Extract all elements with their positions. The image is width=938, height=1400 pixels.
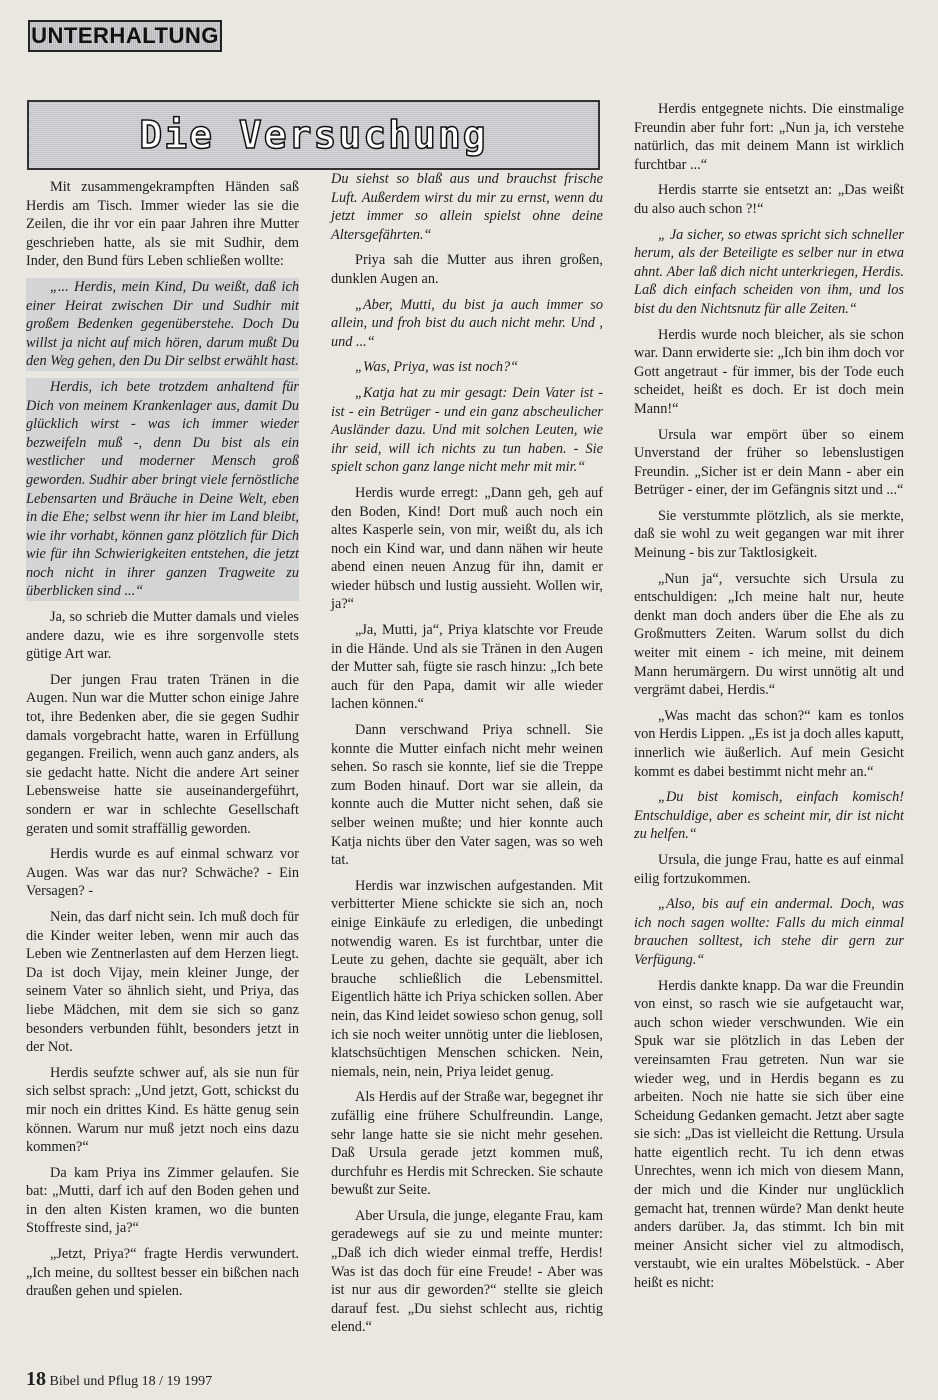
magazine-name: Bibel und Pflug — [49, 1374, 139, 1389]
paragraph: „Also, bis auf ein andermal. Doch, was ich noch sagen wollte: Falls du mich einmal brauchen solltest, ich stehe dir gern zur Verfügung.“ — [634, 896, 904, 968]
column-1 — [26, 178, 299, 1308]
paragraph: „Ja, Mutti, ja“, Priya klatschte vor Freude in die Hände. Und als sie Tränen in den Augen der Mutter sah, fügte sie rasch hinzu: „Ich bete auch für den Papa, damit wir alle wieder lachen können.“ — [331, 622, 603, 713]
paragraph: Du siehst so blaß aus und brauchst frische Luft. Außerdem wirst du mir zu ernst, wenn du jetzt immer so allein spielst ohne deine Altersgefährten.“ — [331, 171, 603, 243]
article-title: Die Versuchung — [139, 113, 488, 157]
letter-paragraph: „... Herdis, mein Kind, Du weißt, daß ich einer Heirat zwischen Dir und Sudhir mit großem Bedenken gegenüberstehe. Doch Du willst ja nicht auf mich hören, darum mußt Du den Weg gehen, den Du Dir selbst erwählt hast. — [26, 278, 299, 370]
issue-number: 18 / 19 — [141, 1374, 181, 1389]
paragraph: Aber Ursula, die junge, elegante Frau, kam geradewegs auf sie zu und meinte munter: „Daß ich dich wieder einmal treffe, Herdis! Was ist das doch für eine Freude! - Aber was ist nur aus dir geworden?“ stellte sie gleich darauf fest. „Du siehst schlecht aus, richtig elend.“ — [331, 1207, 603, 1336]
paragraph: „Du bist komisch, einfach komisch! Entschuldige, aber es scheint mir, dir ist nicht zu helfen.“ — [634, 789, 904, 843]
paragraph: Herdis entgegnete nichts. Die einstmalige Freundin aber fuhr fort: „Nun ja, ich verstehe natürlich, das mit deinem Mann ist wirklich furchtbar ...“ — [634, 101, 904, 173]
paragraph: Mit zusammengekrampften Händen saß Herdis am Tisch. Immer wieder las sie die Zeilen, die ihr vor ein paar Jahren ihre Mutter geschrieben hatte, als sie mit Sudhir, dem Inder, den Bund fürs Leben schließen wollte: — [26, 179, 299, 270]
paragraph: „Was, Priya, was ist noch?“ — [355, 359, 519, 376]
paragraph: Dann verschwand Priya schnell. Sie konnte die Mutter einfach nicht mehr weinen sehen. So rasch sie konnte, lief sie die Treppe zum Boden hinauf. Dort war sie allein, da konnte auch die Mutter nicht sehen, daß sie selber weinen mußte; und hier konnte auch Katja nichts über den Vater sagen, was so weh tat. — [331, 722, 603, 869]
column-2 — [331, 170, 603, 1344]
section-label: UNTERHALTUNG — [28, 20, 222, 52]
paragraph: „ Ja sicher, so etwas spricht sich schneller herum, als der Beteiligte es selber nur in etwa ahnt. Aber laß dich nicht unterkriegen, Herdis. Laß dich einfach scheiden von ihm, und los bist du den Nichtsnutz für alle Zeiten.“ — [634, 226, 904, 317]
paragraph: Nein, das darf nicht sein. Ich muß doch für die Kinder weiter leben, wenn mir auch das Leben wie Zentnerlasten auf dem Herzen liegt. Da ist doch Vijay, mein kleiner Junge, der seinem Vater so ähnlich sieht, und Priya, das liebe Mädchen, mit dem sie sich so ganz besonders verbunden fühlt, besonders jetzt in der Not. — [26, 908, 299, 1056]
paragraph: Ja, so schrieb die Mutter damals und vieles andere dazu, wie es ihre sorgenvolle stets gütige Art war. — [26, 609, 299, 663]
paragraph: Herdis wurde es auf einmal schwarz vor Augen. Was war das nur? Schwäche? - Ein Versagen? - — [26, 846, 299, 900]
paragraph: Ursula war empört über so einem Unverstand der früher so lebenslustigen Freundin. „Sicher ist er dein Mann - aber ein Betrüger - einer, der im Gefängnis sitzt und ...“ — [634, 426, 904, 499]
paragraph: Da kam Priya ins Zimmer gelaufen. Sie bat: „Mutti, darf ich auf den Boden gehen und in den alten Kisten kramen, wo die bunten Stoffreste sind, ja?“ — [26, 1164, 299, 1237]
paragraph: „Katja hat zu mir gesagt: Dein Vater ist - ist - ein Betrüger - und ein ganz abscheulicher Ausländer dazu. Und mit solchen Leuten, wie ihr seid, will ich nichts zu tun haben. - Sie spielt schon ganz lange nicht mehr mit mir.“ — [331, 384, 603, 476]
column-3 — [634, 100, 904, 1300]
paragraph: Ursula, die junge Frau, hatte es auf einmal eilig fortzukommen. — [634, 851, 904, 887]
page-number: 18 — [26, 1368, 46, 1390]
paragraph: Herdis wurde noch bleicher, als sie schon war. Dann erwiderte sie: „Ich bin ihm doch vor Gott angetraut - für immer, bis der Tode euch scheidet, heißt es doch. Er ist doch mein Mann!“ — [634, 326, 904, 417]
paragraph: Herdis wurde erregt: „Dann geh, geh auf den Boden, Kind! Dort muß auch noch ein altes Kasperle sein, von mir, weißt du, als ich noch ein Kind war, und dann nähen wir heute abend einen neuen Anzug für ihn, damit er wieder hübsch und lustig aussieht. Wollen wir, ja?“ — [331, 484, 603, 613]
article-title-box — [27, 100, 600, 170]
paragraph: Priya sah die Mutter aus ihren großen, dunklen Augen an. — [331, 252, 603, 287]
paragraph: Herdis starrte sie entsetzt an: „Das weißt du also auch schon ?!“ — [634, 182, 904, 217]
paragraph: „Aber, Mutti, du bist ja auch immer so allein, und froh bist du auch nicht mehr. Und , und ...“ — [331, 296, 603, 350]
paragraph: „Was macht das schon?“ kam es tonlos von Herdis Lippen. „Es ist ja doch alles kaputt, innerlich wie äußerlich. Auf mein Gesicht kommt es dabei bestimmt nicht mehr an.“ — [634, 707, 904, 780]
paragraph: Der jungen Frau traten Tränen in die Augen. Nun war die Mutter schon einige Jahre tot, ihre Bedenken aber, die sie gegen Sudhir damals vorgebracht hatte, waren in Erfüllung gegangen. Freilich, wenn auch ganz anders, als sie gedacht hatte. Nicht die andere Art seiner Lebensweise hatte sie auseinandergeführt, sondern er war in schlechte Gesellschaft geraten und somit straffällig geworden. — [26, 671, 299, 837]
paragraph: Herdis seufzte schwer auf, als sie nun für sich selbst sprach: „Und jetzt, Gott, schickst du mir noch ein drittes Kind. Es hätte genug sein können. Warum nur muß jetzt noch eins dazu kommen?“ — [26, 1064, 299, 1156]
page-footer — [26, 1368, 212, 1391]
paragraph: Herdis dankte knapp. Da war die Freundin von einst, so rasch wie sie aufgetaucht war, auch schon wieder verschwunden. Wie ein Spuk war sie plötzlich in das Leben der vereinsamten Frau getreten. Nun war sie wieder weg, und in Herdis begann es zu arbeiten. Noch nie hatte sie sich über eine Scheidung Gedanken gemacht. Jetzt aber sagte sie sich: „Das ist vielleicht die Rettung. Ursula hatte eigentlich recht. Tu ich denn etwas Unrechtes, wenn ich mich von diesem Mann, der mich und die Kinder nur unglücklich gemacht hat, trennen würde? Man denkt heute anders darüber. Ja, das stimmt. Ich bin mit meiner Ansicht sicher viel zu altmodisch, verstaubt, wie ein uraltes Möbelstück. - Aber heißt es nicht: — [634, 977, 904, 1292]
paragraph: Sie verstummte plötzlich, als sie merkte, daß sie wohl zu weit gegangen war mit ihrer Meinung - bis zur Taktlosigkeit. — [634, 507, 904, 562]
paragraph: „Jetzt, Priya?“ fragte Herdis verwundert. „Ich meine, du solltest besser ein bißchen nach draußen gehen und spielen. — [26, 1246, 299, 1300]
letter-paragraph: Herdis, ich bete trotzdem anhaltend für Dich von meinem Krankenlager aus, damit Du glücklich wirst - was ich immer wieder bezweifeln muß -, denn Du bist als ein westlicher und moderner Mensch groß geworden. Sudhir aber bringt viele fernöstliche Lebensarten und Bräuche in Deine Welt, eben in die Ehe; selbst wenn ihr hier im Land bleibt, wie ihr vorhabt, können ganz plötzlich für Dich wie für ihn Schwierigkeiten entstehen, die jetzt noch nicht in ihrer ganzen Tragweite zu überblicken sind ...“ — [26, 378, 299, 600]
paragraph: Herdis war inzwischen aufgestanden. Mit verbitterter Miene schickte sie sich an, noch einige Einkäufe zu erledigen, die unbedingt notwendig waren. Es ist furchtbar, unter die Leute zu gehen, dachte sie gequält, aber ich brauche schließlich die Lebensmittel. Eigentlich hätte ich Priya schicken sollen. Aber nein, das Kind leidet sowieso schon genug, soll ich sie noch weiter unnötig unter die lieblosen, klatschsüchtigen Menschen schicken. Nein, niemals, nein, nein, Priya leidet genug. — [331, 877, 603, 1080]
paragraph: „Nun ja“, versuchte sich Ursula zu entschuldigen: „Ich meine halt nur, heute denkt man doch anders über die Ehe als zu Großmutters Zeiten. Warum sollst du dich weiter mit einem - ich meine, mit deinem Mann herumärgern. Du wirst unnötig alt und vergrämt dabei, Herdis.“ — [634, 570, 904, 699]
issue-year: 1997 — [184, 1374, 213, 1389]
paragraph: Als Herdis auf der Straße war, begegnet ihr zufällig eine frühere Schulfreundin. Lange, sehr lange hatte sie sie nicht mehr gesehen. Daß Ursula gerade jetzt kommen muß, durchfuhr es Herdis mit Schrecken. Sie schaute bewußt zur Seite. — [331, 1089, 603, 1199]
